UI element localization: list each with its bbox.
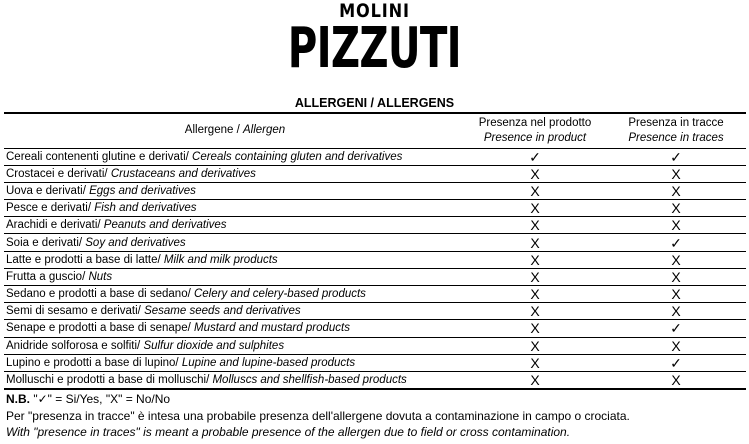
presence-in-traces: X <box>671 251 681 268</box>
table-row <box>4 217 746 234</box>
allergen-name-it: Arachidi e derivati/ <box>6 219 104 232</box>
allergen-name <box>4 371 464 388</box>
presence-in-traces: X <box>671 200 681 217</box>
allergen-name-it: Anidride solforosa e solfiti/ <box>6 339 144 352</box>
table-row <box>4 337 746 354</box>
note-english: With "presence in traces" is meant a probable presence of the allergen due to field or cross contamination. <box>6 425 571 439</box>
allergen-name-it: Pesce e derivati/ <box>6 202 95 215</box>
allergen-name <box>4 354 464 371</box>
table-row <box>4 320 746 337</box>
allergen-name <box>4 320 464 337</box>
presence-in-traces: X <box>671 182 681 199</box>
table-row <box>4 182 746 199</box>
presence-in-traces: ✓ <box>670 320 682 337</box>
allergen-name-it: Uova e derivati/ <box>6 184 90 197</box>
presence-in-traces: ✓ <box>670 148 682 165</box>
table-row <box>4 268 746 285</box>
allergen-name <box>4 337 464 354</box>
allergen-name-it: Lupino e prodotti a base di lupino/ <box>6 356 182 369</box>
presence-in-traces: X <box>671 165 681 182</box>
presence-in-traces: X <box>671 286 681 303</box>
header-product: Presenza nel prodotto Presence in product <box>478 116 592 144</box>
presence-in-traces: X <box>671 371 681 388</box>
presence-in-product: X <box>530 286 540 303</box>
allergen-name-en: Lupine and lupine-based products <box>181 356 356 369</box>
allergen-name <box>4 286 464 303</box>
presence-in-product: X <box>530 268 540 285</box>
header-traces: Presenza in tracce Presence in traces <box>628 116 724 144</box>
presence-in-product: X <box>530 165 540 182</box>
allergen-name-it: Molluschi e prodotti a base di molluschi/ <box>6 373 213 386</box>
allergen-name-it: Sedano e prodotti a base di sedano/ <box>6 288 194 301</box>
allergen-name-en: Soy and derivatives <box>85 236 186 249</box>
table-header-row <box>4 113 746 148</box>
presence-in-product: X <box>530 320 540 337</box>
allergen-name <box>4 182 464 199</box>
allergen-name-en: Mustard and mustard products <box>193 322 350 335</box>
presence-in-traces: X <box>671 337 681 354</box>
allergen-name <box>4 148 464 165</box>
header-allergen: Allergene / Allergen <box>184 124 286 137</box>
allergen-name-it: Semi di sesamo e derivati/ <box>6 305 145 318</box>
presence-in-traces: ✓ <box>670 234 682 251</box>
allergen-rows <box>4 148 746 389</box>
allergen-name <box>4 251 464 268</box>
allergen-name-en: Sulfur dioxide and sulphites <box>143 339 285 352</box>
presence-in-traces: ✓ <box>670 354 682 371</box>
table-title: ALLERGENI / ALLERGENS <box>294 96 455 110</box>
notes-section <box>6 391 746 441</box>
presence-in-product: X <box>530 182 540 199</box>
table-row <box>4 354 746 371</box>
logo-top-text: MOLINI <box>339 0 410 22</box>
presence-in-traces: X <box>671 268 681 285</box>
presence-in-product: X <box>530 217 540 234</box>
table-row <box>4 286 746 303</box>
allergen-name-it: Cereali contenenti glutine e derivati/ <box>6 150 193 163</box>
legend-note: N.B. "✓" = Si/Yes, "X" = No/No <box>6 392 171 406</box>
allergen-name-en: Cereals containing gluten and derivatives <box>192 150 403 163</box>
allergen-name-en: Crustaceans and derivatives <box>110 167 256 180</box>
allergen-name-it: Crostacei e derivati/ <box>6 167 111 180</box>
allergen-name <box>4 200 464 217</box>
allergen-name-en: Eggs and derivatives <box>89 184 196 197</box>
allergen-name-en: Fish and derivatives <box>94 202 197 215</box>
allergen-table <box>4 112 746 390</box>
presence-in-product: X <box>530 234 540 251</box>
allergen-name-en: Molluscs and shellfish-based products <box>212 373 407 386</box>
presence-in-product: ✓ <box>529 148 541 165</box>
presence-in-product: X <box>530 251 540 268</box>
allergen-name-en: Peanuts and derivatives <box>103 219 227 232</box>
allergen-name-it: Soia e derivati/ <box>6 236 86 249</box>
allergen-name-it: Senape e prodotti a base di senape/ <box>6 322 194 335</box>
allergen-name <box>4 234 464 251</box>
allergen-name-en: Sesame seeds and derivatives <box>144 305 301 318</box>
allergen-name-it: Latte e prodotti a base di latte/ <box>6 253 164 266</box>
allergen-name <box>4 217 464 234</box>
table-row <box>4 371 746 388</box>
allergen-name-it: Frutta a guscio/ <box>6 270 89 283</box>
table-row <box>4 234 746 251</box>
allergen-name <box>4 303 464 320</box>
presence-in-product: X <box>530 303 540 320</box>
presence-in-product: X <box>530 200 540 217</box>
presence-in-product: X <box>530 371 540 388</box>
presence-in-traces: X <box>671 303 681 320</box>
allergen-name-en: Nuts <box>88 270 113 283</box>
table-row <box>4 200 746 217</box>
table-row <box>4 165 746 182</box>
presence-in-product: X <box>530 354 540 371</box>
allergen-name-en: Celery and celery-based products <box>193 288 366 301</box>
table-row <box>4 148 746 165</box>
table-row <box>4 251 746 268</box>
table-row <box>4 303 746 320</box>
logo-main-text: PIZZUTI <box>287 16 461 81</box>
allergen-name <box>4 268 464 285</box>
presence-in-traces: X <box>671 217 681 234</box>
allergen-name <box>4 165 464 182</box>
allergen-name-en: Milk and milk products <box>163 253 278 266</box>
note-italian: Per "presenza in tracce" è intesa una probabile presenza dell'allergene dovuta a contaminazione in campo o crociata. <box>6 408 630 423</box>
presence-in-product: X <box>530 337 540 354</box>
